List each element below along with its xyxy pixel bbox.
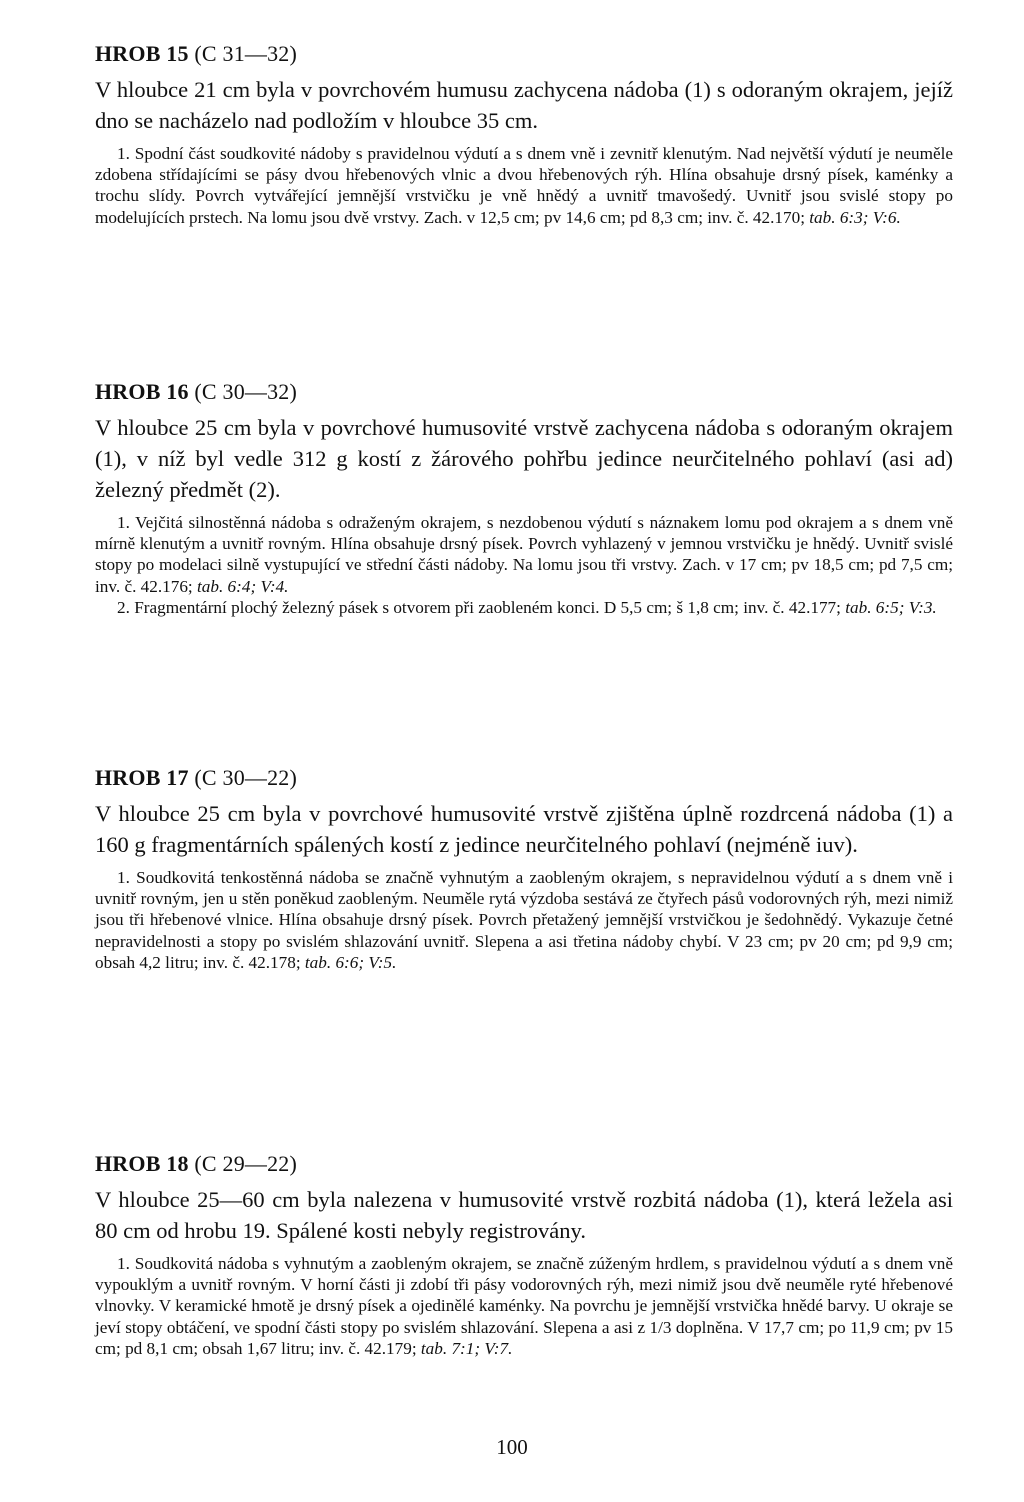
grave-coordinates: (C 30—32) — [194, 379, 298, 404]
grave-title: HROB 15 — [95, 41, 189, 66]
grave-coordinates: (C 29—22) — [194, 1151, 298, 1176]
grave-coordinates: (C 30—22) — [194, 765, 298, 790]
entry-heading — [95, 1150, 953, 1178]
entry-heading — [95, 764, 953, 792]
find-text: 1. Vejčitá silnostěnná nádoba s odraženým okrajem, s nezdobenou výdutí s náznakem lomu pod okrajem a s dnem vně mírně klenutým a uvnitř rovným. Hlína obsahuje drsný písek. Povrch vyhlazený v jemnou vrstvičku je hnědý. Uvnitř svislé stopy po modelaci silně vystupující ve střední části nádoby. Na lomu jsou tři vrstvy. Zach. v 17 cm; pv 18,5 cm; pd 7,5 cm; inv. č. 42.176; — [95, 513, 953, 596]
entry-heading — [95, 378, 953, 406]
find-list — [95, 512, 953, 618]
grave-description: V hloubce 25 cm byla v povrchové humusovité vrstvě zjištěna úplně rozdrcená nádoba (1) a 160 g fragmentárních spálených kostí z jedince neurčitelného pohlaví (nejméně iuv). — [95, 801, 953, 857]
find-list — [95, 1253, 953, 1359]
grave-entry-18 — [95, 1150, 953, 1359]
grave-title: HROB 16 — [95, 379, 189, 404]
find-list — [95, 867, 953, 973]
grave-title: HROB 18 — [95, 1151, 189, 1176]
plate-reference: tab. 6:4; V:4. — [197, 576, 289, 596]
page-number: 100 — [496, 1435, 528, 1459]
find-item-1 — [95, 867, 953, 973]
find-item-1 — [95, 1253, 953, 1359]
grave-title: HROB 17 — [95, 765, 189, 790]
find-text: 1. Soudkovitá nádoba s vyhnutým a zaobleným okrajem, se značně zúženým hrdlem, s pravidelnou výdutí a s dnem vně vypouklým a uvnitř rovným. V horní části ji zdobí tři pásy vodorovných rýh, mezi nimiž jsou dvě neuměle ryté hřebenové vlnovky. V keramické hmotě je drsný písek a ojedinělé kaménky. Na povrchu je jemnější vrstvička hnědé barvy. U okraje se jeví stopy obtáčení, ve spodní části stopy po svislém shlazování. Slepena a asi z 1/3 doplněna. V 17,7 cm; po 11,9 cm; pv 15 cm; pd 8,1 cm; obsah 1,67 litru; inv. č. 42.179; — [95, 1254, 953, 1358]
grave-entry-15 — [95, 40, 953, 228]
find-text: 1. Spodní část soudkovité nádoby s pravidelnou výdutí a s dnem vně i zevnitř klenutým. Nad největší výdutí je neuměle zdobena střídajícími se pásy dvou hřebenových vlnic a dvou hřebenových rýh. Hlína obsahuje drsný písek, kaménky a trochu slídy. Povrch vytvářející jemnější vrstvičku je vně hnědý a uvnitř tmavošedý. Uvnitř jsou svislé stopy po modelujících prstech. Na lomu jsou dvě vrstvy. Zach. v 12,5 cm; pv 14,6 cm; pd 8,3 cm; inv. č. 42.170; — [95, 144, 953, 227]
find-text: 2. Fragmentární plochý železný pásek s otvorem při zaobleném konci. D 5,5 cm; š 1,8 cm; inv. č. 42.177; — [117, 597, 846, 617]
grave-coordinates: (C 31—32) — [194, 41, 298, 66]
entry-heading — [95, 40, 953, 68]
find-list — [95, 143, 953, 228]
plate-reference: tab. 6:3; V:6. — [809, 207, 901, 227]
grave-description: V hloubce 21 cm byla v povrchovém humusu zachycena nádoba (1) s odoraným okrajem, jejíž dno se nacházelo nad podložím v hloubce 35 cm. — [95, 77, 953, 133]
find-text: 1. Soudkovitá tenkostěnná nádoba se značně vyhnutým a zaobleným okrajem, s nepravidelnou výdutí a s dnem vně i uvnitř rovným, jen u stěn poněkud zaobleným. Neuměle rytá výzdoba sestává ze čtyřech pásů vodorovných rýh, mezi nimiž jsou tři hřebenové vlnice. Hlína obsahuje drsný písek. Povrch přetažený jemnější vrstvičkou je šedohnědý. Vykazuje četné nepravidelnosti a stopy po svislém shlazování uvnitř. Slepena a asi třetina nádoby chybí. V 23 cm; pv 20 cm; pd 9,9 cm; obsah 4,2 litru; inv. č. 42.178; — [95, 868, 953, 972]
find-item-1 — [95, 143, 953, 228]
plate-reference: tab. 6:5; V:3. — [845, 597, 937, 617]
find-item-2 — [95, 597, 953, 618]
grave-entry-17 — [95, 764, 953, 973]
find-item-1 — [95, 512, 953, 597]
grave-description: V hloubce 25—60 cm byla nalezena v humusovité vrstvě rozbitá nádoba (1), která ležela asi 80 cm od hrobu 19. Spálené kosti nebyly registrovány. — [95, 1187, 953, 1243]
grave-entry-16 — [95, 378, 953, 618]
plate-reference: tab. 7:1; V:7. — [420, 1338, 513, 1358]
grave-description: V hloubce 25 cm byla v povrchové humusovité vrstvě zachycena nádoba s odoraným okrajem (1), v níž byl vedle 312 g kostí z žárového pohřbu jedince neurčitelného pohlaví (asi ad) železný předmět (2). — [95, 415, 953, 502]
plate-reference: tab. 6:6; V:5. — [304, 952, 397, 972]
